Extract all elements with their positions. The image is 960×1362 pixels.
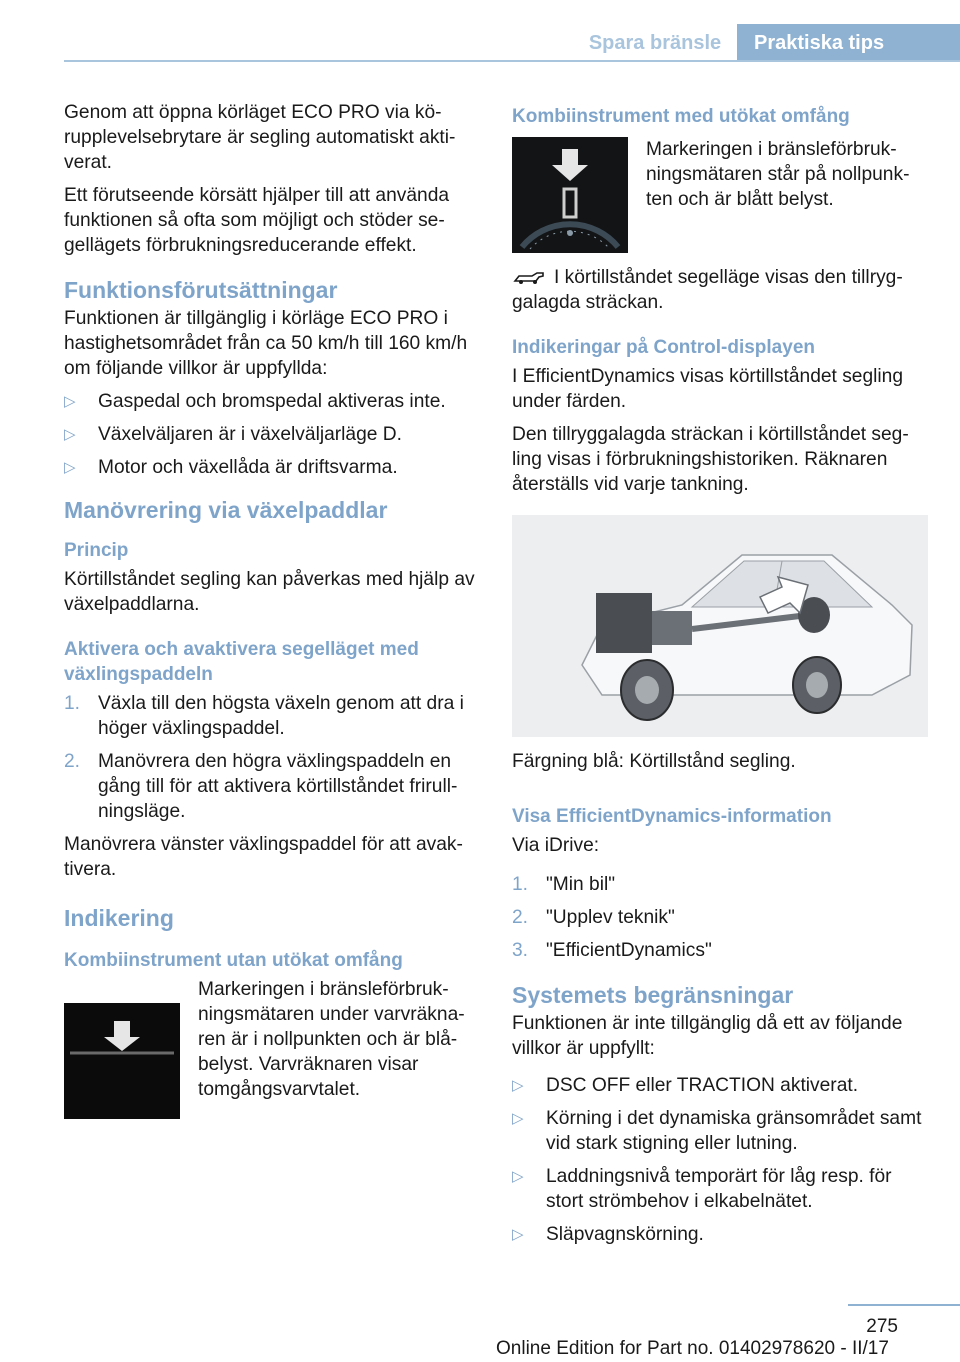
car-sail-icon: [512, 267, 546, 285]
idrive-steps: [512, 872, 928, 963]
list-item: ▷ Körning i det dynamiska gränsområdet samt vid stark stigning eller lutning.: [512, 1108, 922, 1154]
list-item: ▷ Gaspedal och bromspedal aktiveras inte.: [64, 391, 446, 412]
right-column: [512, 104, 928, 1255]
page-number: 275: [866, 1316, 898, 1337]
heading-prerequisites: Funktionsförutsättningar: [64, 277, 338, 303]
footer-rule: [848, 1304, 960, 1306]
control-paragraph-2: Den tillryggalagda sträckan i körtillståndet segling visas i förbrukningshistoriken. Räknaren återställs vid varje tankning.: [512, 424, 909, 495]
instrument-image-basic: [64, 1003, 180, 1119]
princip-text: Körtillståndet segling kan påverkas med hjälp av växelpaddlarna.: [64, 569, 475, 615]
prereq-list: [64, 389, 478, 480]
tab-praktiska-tips[interactable]: Praktiska tips: [737, 24, 960, 62]
triangle-bullet-icon: ▷: [512, 1110, 524, 1127]
deactivate-text: Manövrera vänster växlingspaddel för att avaktivera.: [64, 834, 463, 880]
list-item: 3. "EfficientDynamics": [512, 940, 712, 961]
list-item: ▷ Laddningsnivå temporärt för låg resp. för stort strömbehov i elkabelnätet.: [512, 1166, 892, 1212]
left-column: [64, 100, 478, 1131]
car-drivetrain-image: [512, 515, 928, 737]
edition-text: Online Edition for Part no. 01402978620 - II/17: [496, 1338, 889, 1359]
image-caption: Färgning blå: Körtillstånd segling.: [512, 751, 796, 772]
list-item: 1. Växla till den högsta växeln genom att dra i höger växlingspaddel.: [64, 693, 464, 739]
sail-text-row: I körtillståndet segelläge visas den tillryggalagda sträckan.: [512, 267, 903, 313]
kombi-med-text: Markeringen i bränsleförbrukningsmätaren står på nollpunkten och är blått belyst.: [646, 139, 910, 210]
list-item: ▷ Växelväljaren är i växelväljarläge D.: [64, 424, 402, 445]
list-item: 2. Manövrera den högra växlingspaddeln en gång till för att aktivera körtillståndet frirullningsläge.: [64, 751, 458, 822]
heading-paddles: Manövrering via växelpaddlar: [64, 497, 388, 523]
triangle-bullet-icon: ▷: [64, 393, 76, 410]
list-item: ▷ Motor och växellåda är driftsvarma.: [64, 457, 398, 478]
triangle-bullet-icon: ▷: [512, 1168, 524, 1185]
kombi-med-figure-row: [512, 137, 928, 253]
kombi-utan-text: Markeringen i bränsleförbrukningsmätaren under varvräknaren är i nollpunkten och är blåbelyst. Varvräknaren visar tomgångsvarvtalet.: [198, 979, 465, 1100]
down-arrow-icon: [64, 1003, 180, 1119]
heading-kombi-med: Kombiinstrument med utökat omfång: [512, 106, 850, 127]
car-drivetrain-icon: [512, 515, 928, 737]
limits-list: [512, 1073, 928, 1247]
activate-steps: [64, 691, 478, 824]
tab-spara-bransle[interactable]: Spara bränsle: [588, 31, 722, 54]
triangle-bullet-icon: ▷: [64, 426, 76, 443]
triangle-bullet-icon: ▷: [512, 1077, 524, 1094]
control-paragraph-1: I EfficientDynamics visas körtillståndet segling under färden.: [512, 366, 904, 412]
list-item: 1. "Min bil": [512, 874, 616, 895]
list-item: ▷ Släpvagnskörning.: [512, 1224, 704, 1245]
triangle-bullet-icon: ▷: [512, 1226, 524, 1243]
heading-visa-ed: Visa EfficientDynamics-information: [512, 806, 832, 827]
instrument-image-extended: [512, 137, 628, 253]
heading-activate: Aktivera och avaktivera segelläget med växlingspaddeln: [64, 639, 419, 685]
limits-text: Funktionen är inte tillgänglig då ett av följande villkor är uppfyllt:: [512, 1013, 903, 1059]
intro-paragraph-2: Ett förutseende körsätt hjälper till att använda funktionen så ofta som möjligt och stöder segellägets förbrukningsreducerande effekt.: [64, 185, 450, 256]
list-item: ▷ DSC OFF eller TRACTION aktiverat.: [512, 1075, 859, 1096]
heading-princip: Princip: [64, 540, 129, 561]
intro-paragraph-1: Genom att öppna körläget ECO PRO via körupplevelsebrytare är segling automatiskt aktiverat.: [64, 102, 456, 173]
heading-indikering: Indikering: [64, 905, 174, 931]
heading-limits: Systemets begränsningar: [512, 982, 794, 1008]
kombi-utan-figure-row: [64, 977, 478, 1119]
header-rule: [64, 60, 960, 62]
heading-kombi-utan: Kombiinstrument utan utökat omfång: [64, 950, 403, 971]
gauge-down-arrow-icon: [512, 137, 628, 253]
prereq-text: Funktionen är tillgänglig i körläge ECO PRO i hastighetsområdet från ca 50 km/h till 160 km/h om följande villkor är uppfyllda:: [64, 308, 468, 379]
via-idrive: Via iDrive:: [512, 835, 600, 856]
heading-control-display: Indikeringar på Control-displayen: [512, 337, 815, 358]
triangle-bullet-icon: ▷: [64, 459, 76, 476]
list-item: 2. "Upplev teknik": [512, 907, 675, 928]
